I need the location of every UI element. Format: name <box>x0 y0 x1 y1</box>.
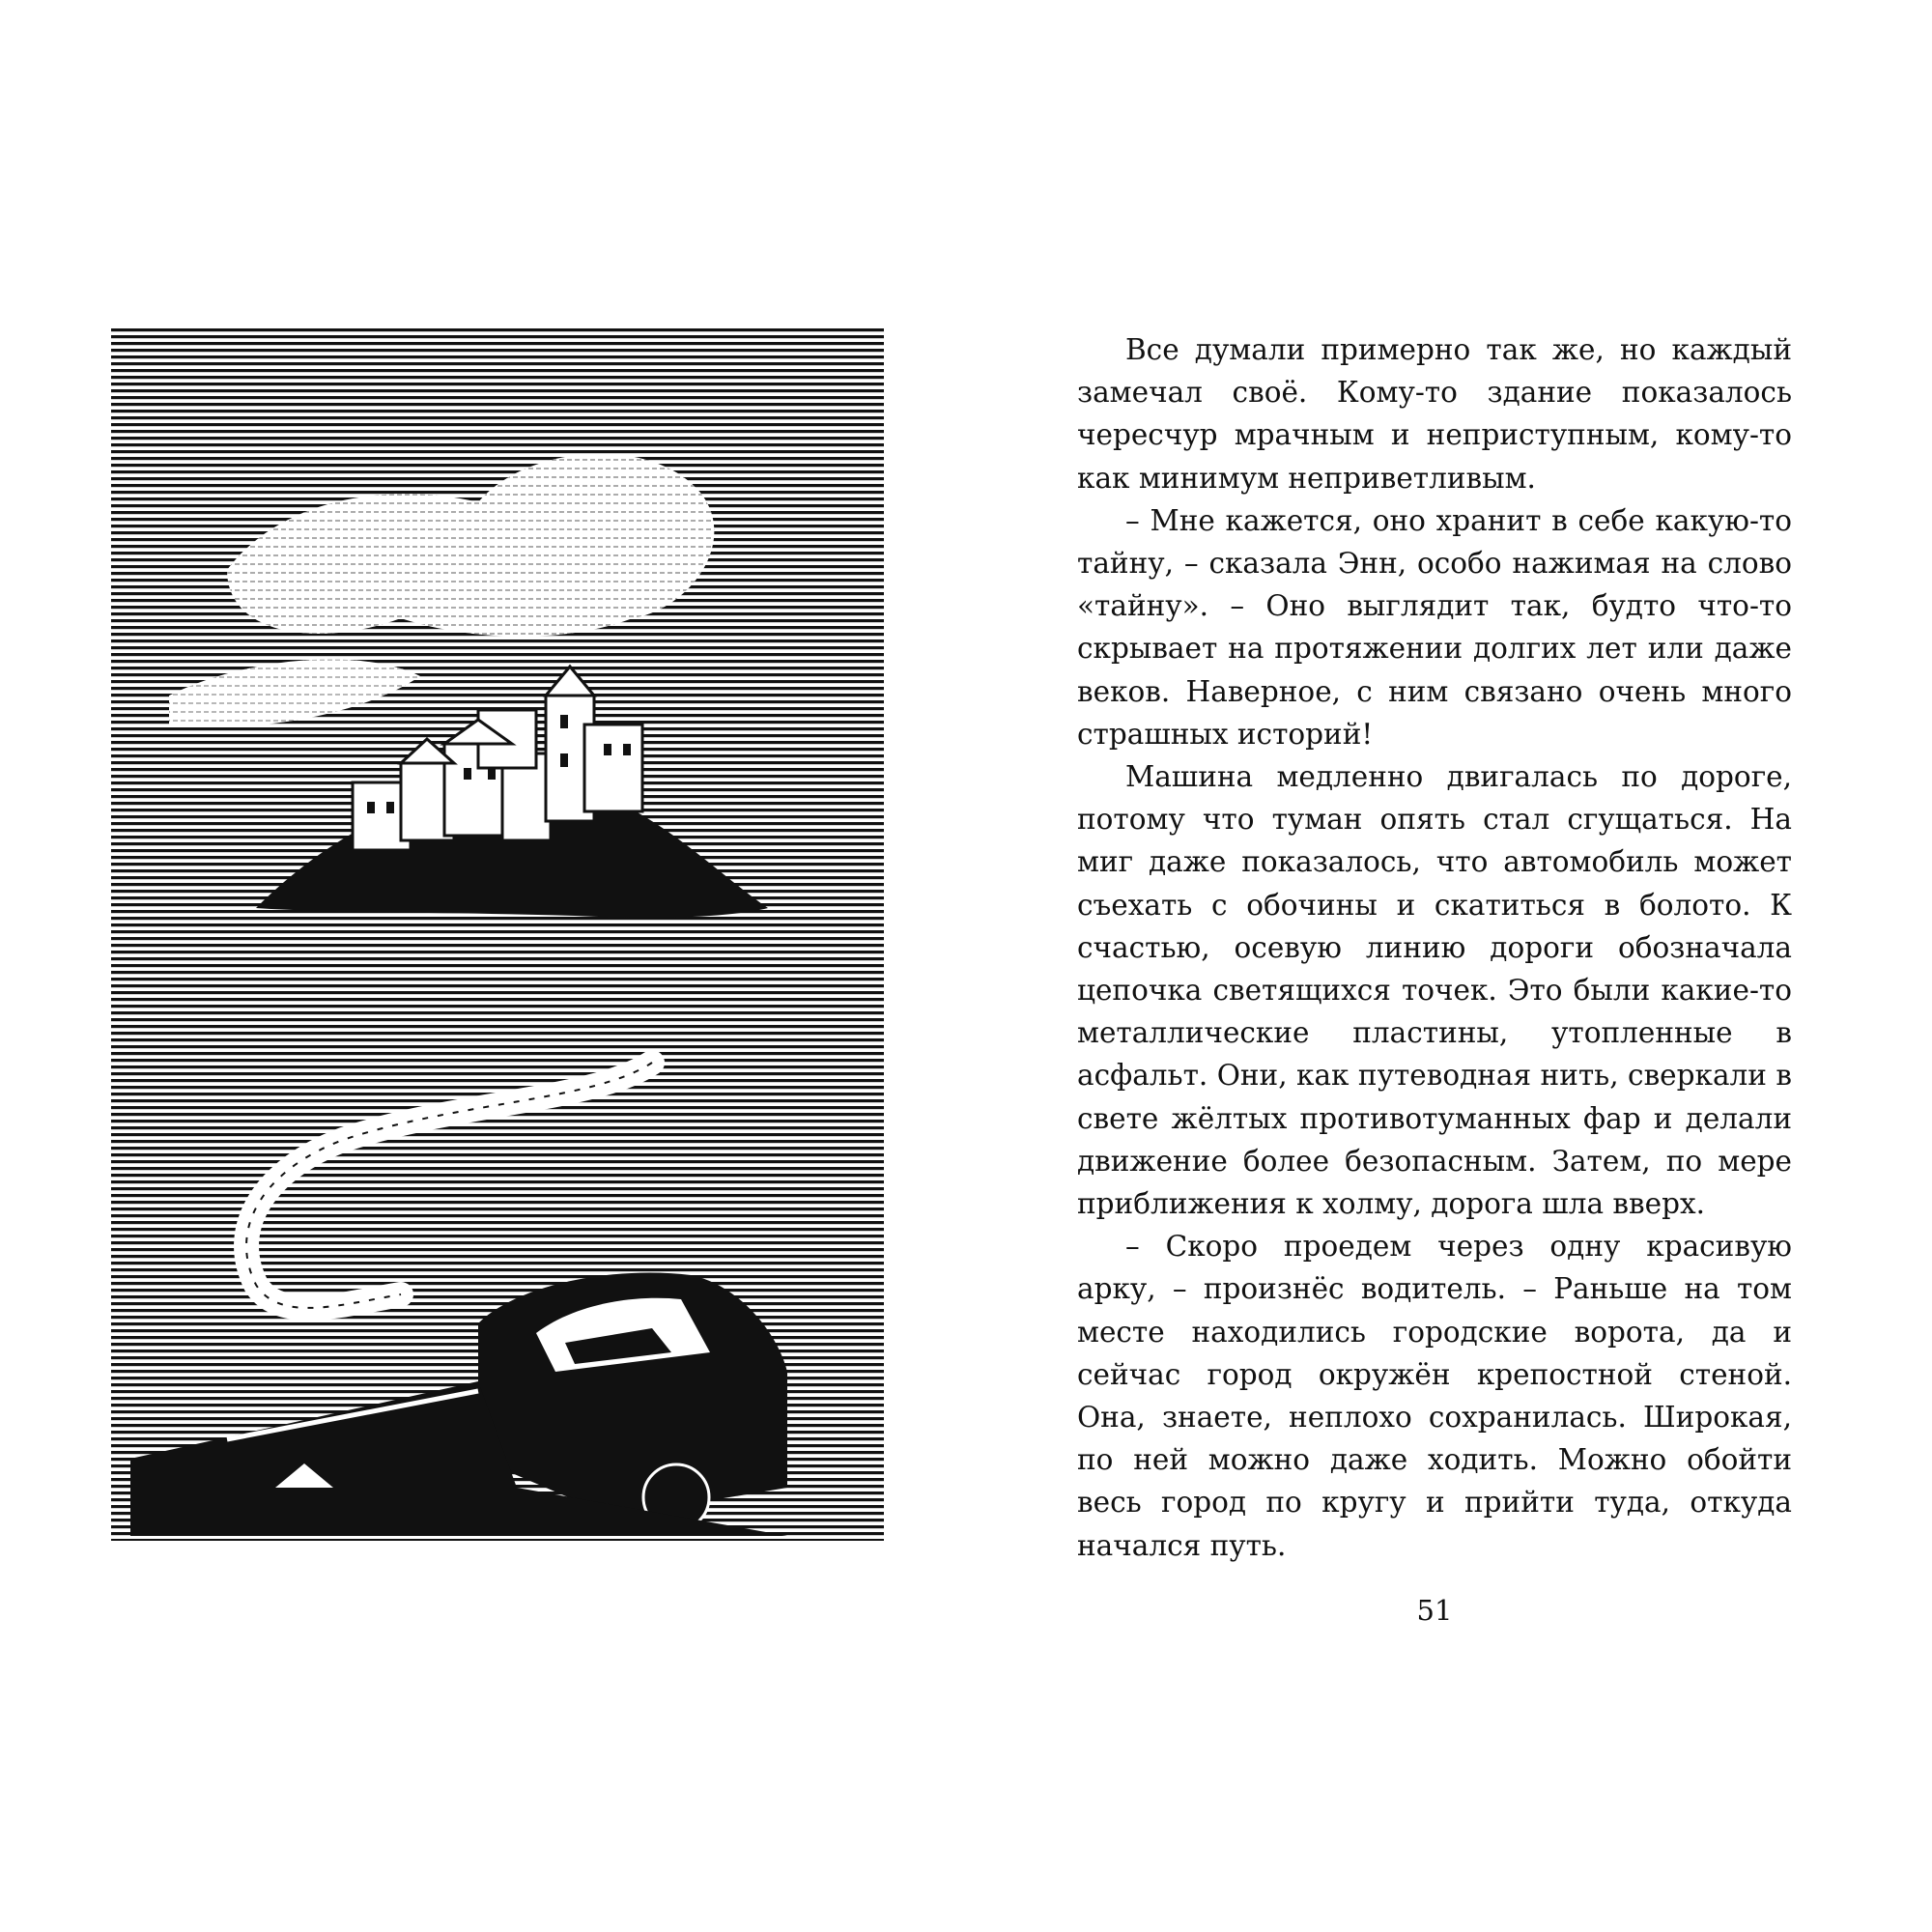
paragraph-1: Все думали примерно так же, но каждый замечал своё. Кому-то здание показалось чересчур мрачным и неприступным, кому-то как минимум неприветливым. <box>1077 333 1792 495</box>
paragraph-2: – Мне кажется, оно хранит в себе какую-то тайну, – сказала Энн, особо нажимая на слово «тайну». – Оно выглядит так, будто что-то скрывает на протяжении долгих лет или даже веков. Наверное, с ним связано очень много страшных историй! <box>1077 503 1792 751</box>
illustration-hilltop-town <box>111 328 884 1575</box>
paragraph-3: Машина медленно двигалась по дороге, потому что туман опять стал сгущаться. На миг даже показалось, что автомобиль может съехать с обочины и скатиться в болото. К счастью, осевую линию дороги обозначала цепочка светящихся точек. Это были какие-то металлические пластины, утопленные в асфальт. Они, как путеводная нить, сверкали в свете жёлтых противотуманных фар и делали движение более безопасным. Затем, по мере приближения к холму, дорога шла вверх. <box>1077 760 1792 1221</box>
text-column <box>1077 328 1792 1567</box>
page-number: 51 <box>1416 1594 1453 1627</box>
paragraph-4: – Скоро проедем через одну красивую арку, – произнёс водитель. – Раньше на том месте находились городские ворота, да и сейчас город окружён крепостной стеной. Она, знаете, неплохо сохранилась. Широкая, по ней можно даже ходить. Можно обойти весь город по кругу и прийти туда, откуда начался путь. <box>1077 1230 1792 1562</box>
